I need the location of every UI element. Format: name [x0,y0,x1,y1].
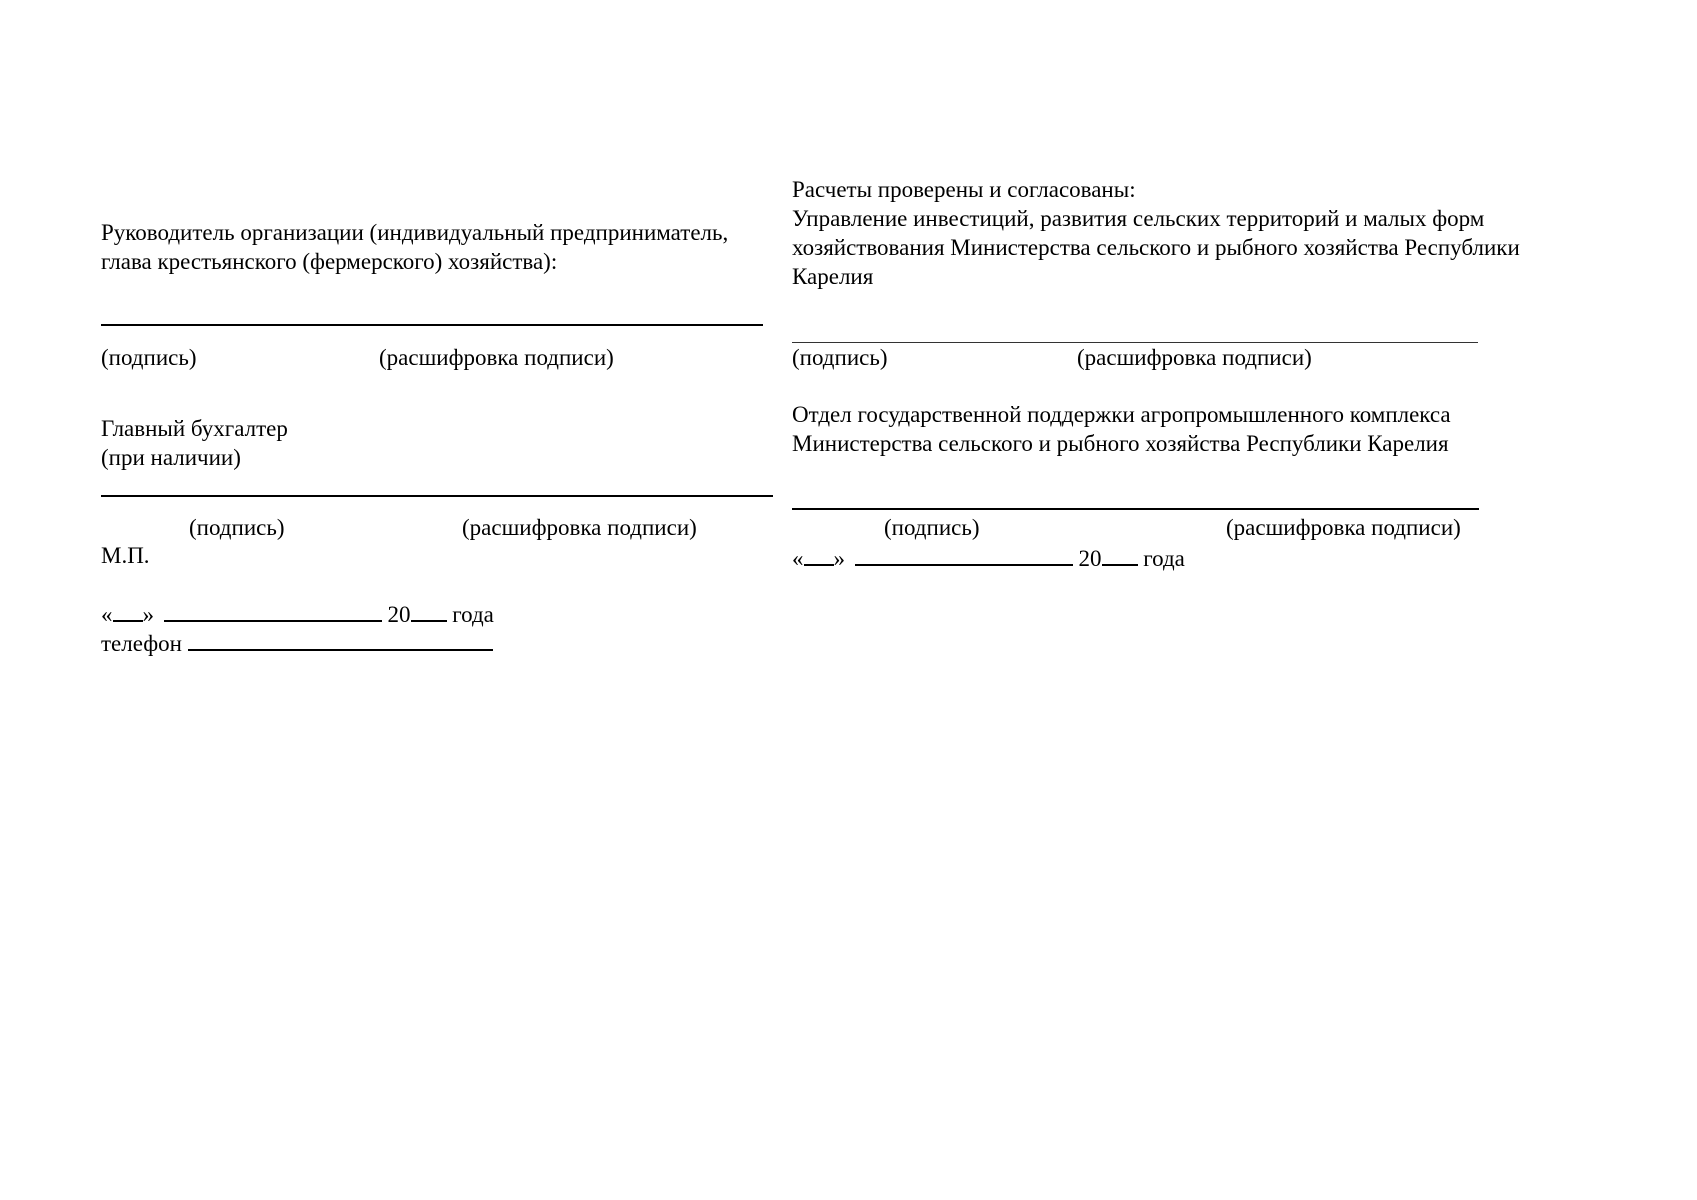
approval-block [792,175,1520,291]
accountant-signature-label: (подпись) [189,515,285,540]
accountant-signature-line [101,495,773,497]
approval-signature-line [792,342,1478,343]
left-date-open-quote: « [101,602,113,627]
department-signature-line [792,508,1479,510]
right-date-open-quote: « [792,546,804,571]
accountant-title-line-1: Главный бухгалтер [101,416,288,441]
right-date-field [792,544,1185,570]
right-month-blank [855,544,1073,566]
head-title-block [101,218,728,276]
left-day-blank [113,600,143,622]
head-title-line-2: глава крестьянского (фермерского) хозяйства): [101,249,558,274]
right-date-close-quote: » [833,546,845,571]
right-year-prefix: 20 [1078,546,1102,571]
accountant-title-block [101,414,288,472]
left-date-close-quote: » [142,602,154,627]
head-signature-decode-label: (расшифровка подписи) [379,345,614,370]
approval-line-3: хозяйствования Министерства сельского и рыбного хозяйства Республики [792,235,1520,260]
left-year-prefix: 20 [387,602,411,627]
approval-signature-decode-label: (расшифровка подписи) [1077,345,1312,370]
approval-line-4: Карелия [792,264,874,289]
left-month-blank [164,600,382,622]
head-signature-line [101,324,763,326]
approval-line-2: Управление инвестиций, развития сельских территорий и малых форм [792,206,1485,231]
department-signature-label: (подпись) [884,515,980,540]
right-year-suffix: года [1143,546,1185,571]
department-block [792,400,1451,458]
head-title-line-1: Руководитель организации (индивидуальный предприниматель, [101,220,729,245]
accountant-title-line-2: (при наличии) [101,445,241,470]
phone-blank [188,629,493,651]
right-year-blank [1102,544,1138,566]
department-line-2: Министерства сельского и рыбного хозяйства Республики Карелия [792,431,1449,456]
phone-field [101,629,493,655]
right-day-blank [804,544,834,566]
left-year-suffix: года [452,602,494,627]
left-date-field [101,600,494,626]
department-signature-decode-label: (расшифровка подписи) [1226,515,1461,540]
department-line-1: Отдел государственной поддержки агропромышленного комплекса [792,402,1451,427]
approval-line-1: Расчеты проверены и согласованы: [792,177,1136,202]
phone-label: телефон [101,631,182,656]
head-signature-label: (подпись) [101,345,197,370]
accountant-signature-decode-label: (расшифровка подписи) [462,515,697,540]
approval-signature-label: (подпись) [792,345,888,370]
left-year-blank [411,600,447,622]
stamp-label: М.П. [101,543,150,568]
